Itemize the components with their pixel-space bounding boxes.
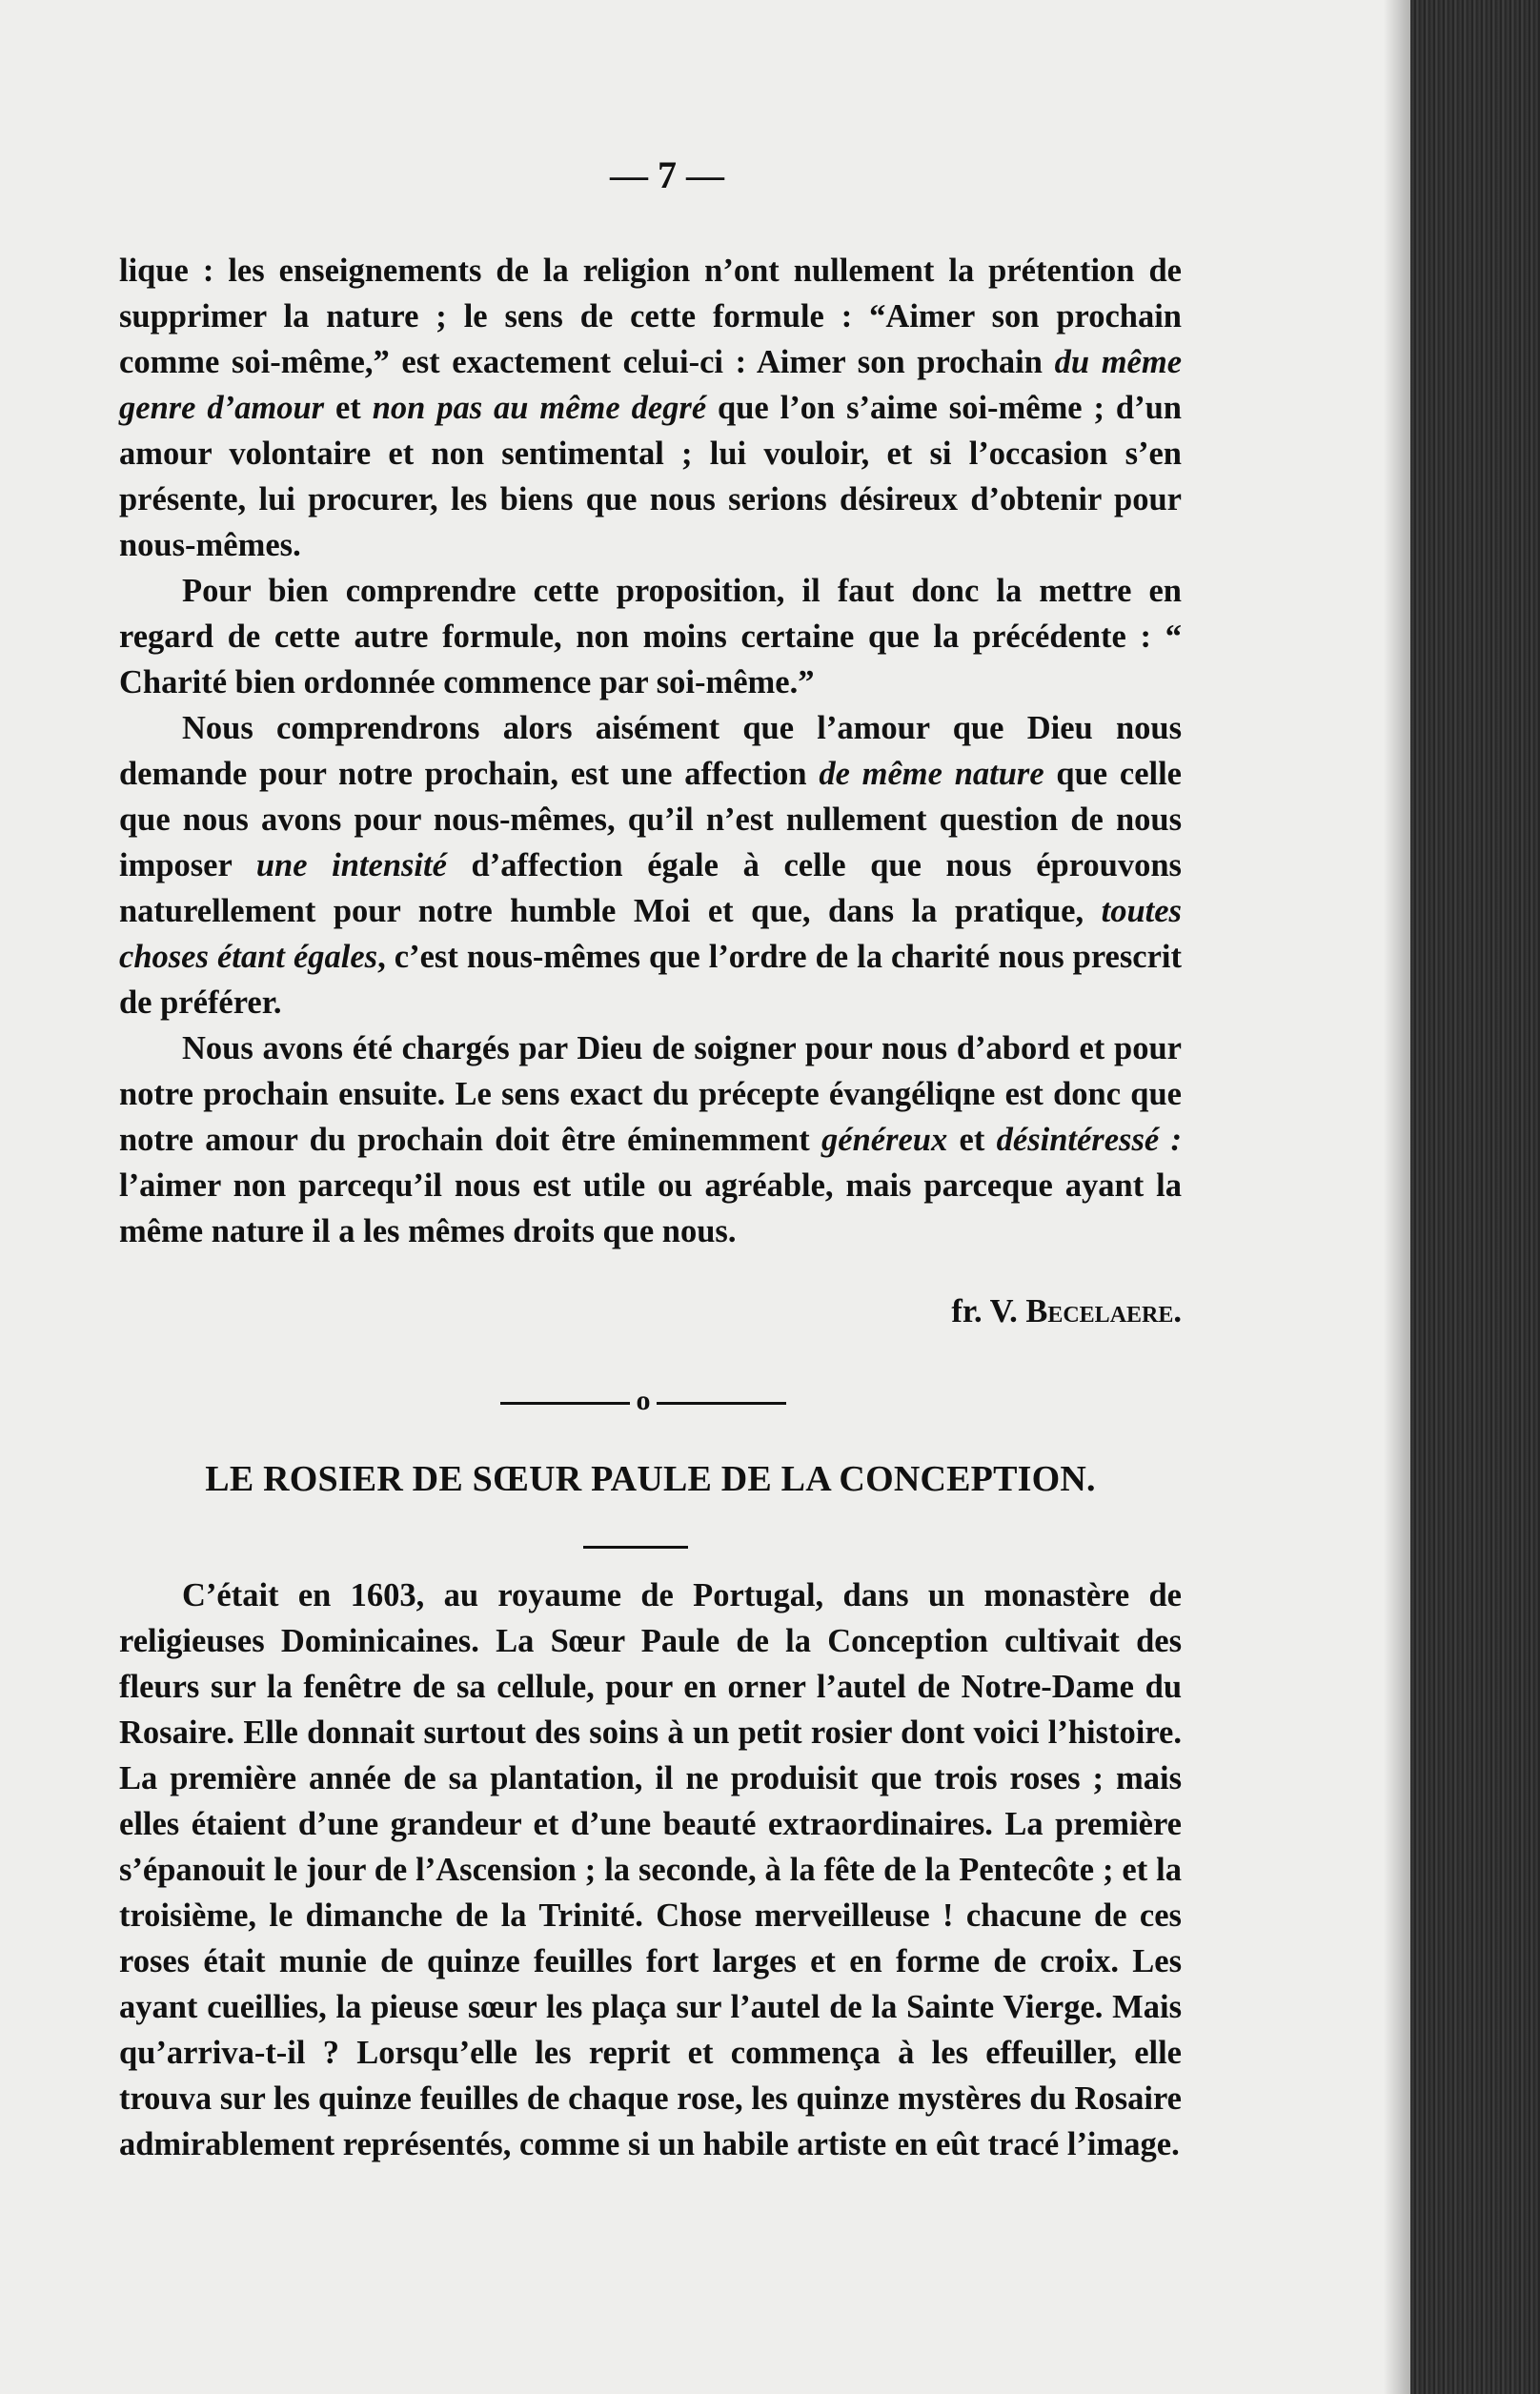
text: , c’est nous-mêmes que l’ordre de la charité nous prescrit de préférer. xyxy=(119,939,1182,1021)
text: lique : les enseignements de la religion n’ont nullement la prétention de supprimer la nature ; le sens de cette formule : “Aimer son prochain comme soi-même,” est exactement celui-ci : Aimer son prochain xyxy=(119,253,1182,380)
section-separator xyxy=(500,1387,786,1419)
italic-text: généreux xyxy=(821,1122,948,1158)
paragraph-4 xyxy=(119,1025,1182,1254)
paragraph-2: Pour bien comprendre cette proposition, il faut donc la mettre en regard de cette autre formule, non moins certaine que la précédente : “ Charité bien ordonnée commence par soi-même.” xyxy=(119,573,1182,700)
text: que celle que nous avons pour nous-mêmes, qu’il n’est nullement question de nous imposer xyxy=(119,756,1182,883)
text: et xyxy=(947,1122,997,1158)
paragraph-1 xyxy=(119,248,1182,568)
text: Nous comprendrons alors aisément que l’amour que Dieu nous demande pour notre prochain, est une affection xyxy=(119,710,1182,792)
text: Nous avons été chargés par Dieu de soigner pour nous d’abord et pour notre prochain ensuite. Le sens exact du précepte évangéliqne est donc que notre amour du prochain doit être éminemment xyxy=(119,1030,1182,1158)
text: que l’on s’aime soi-même ; d’un amour volontaire et non sentimental ; lui vouloir, et si l’occasion s’en présente, lui procurer, les biens que nous serions désireux d’obtenir pour nous-mêmes. xyxy=(119,390,1182,563)
text: d’affection égale à celle que nous éprouvons naturellement pour notre humble Moi et que, dans la pratique, xyxy=(119,847,1182,929)
italic-text: du même genre d’amour xyxy=(119,344,1183,426)
separator-ornament: o xyxy=(630,1387,657,1415)
article-continuation xyxy=(119,248,1182,1254)
paragraph-3 xyxy=(119,705,1182,1025)
rosier-story xyxy=(119,1572,1182,2167)
italic-text: une intensité xyxy=(255,847,447,883)
title-underline xyxy=(583,1546,688,1549)
page-shadow xyxy=(1384,0,1410,2394)
italic-text: non pas au même degré xyxy=(372,390,707,426)
italic-text: toutes choses étant égales xyxy=(119,893,1182,975)
book-spine xyxy=(1410,0,1540,2394)
signature-name: Becelaere. xyxy=(1025,1293,1182,1329)
italic-text: de même nature xyxy=(819,756,1044,792)
italic-text: désintéressé : xyxy=(996,1122,1182,1158)
author-signature xyxy=(119,1293,1182,1330)
page-number: — 7 — xyxy=(610,153,724,196)
text: l’aimer non parcequ’il nous est utile ou agréable, mais parceque ayant la même nature il a les mêmes droits que nous. xyxy=(119,1167,1182,1249)
text: et xyxy=(324,390,373,426)
story-paragraph: C’était en 1603, au royaume de Portugal, dans un monastère de religieuses Dominicaines. La Sœur Paule de la Conception cultivait des fleurs sur la fenêtre de sa cellule, pour en orner l’autel de Notre-Dame du Rosaire. Elle donnait surtout des soins à un petit rosier dont voici l’histoire. La première année de sa plantation, il ne produisit que trois roses ; mais elles étaient d’une grandeur et d’une beauté extraordinaires. La première s’épanouit le jour de l’Ascension ; la seconde, à la fête de la Pentecôte ; et la troisième, le dimanche de la Trinité. Chose merveilleuse ! chacune de ces roses était munie de quinze feuilles fort larges et en forme de croix. Les ayant cueillies, la pieuse sœur les plaça sur l’autel de la Sainte Vierge. Mais qu’arriva-t-il ? Lorsqu’elle les reprit et commença à les effeuiller, elle trouva sur les quinze feuilles de chaque rose, les quinze mystères du Rosaire admirablement représentés, comme si un habile artiste en eût tracé l’image. xyxy=(119,1577,1182,2162)
signature-prefix: fr. V. xyxy=(951,1293,1026,1329)
section-title: LE ROSIER DE SŒUR PAULE DE LA CONCEPTION. xyxy=(205,1459,1096,1499)
